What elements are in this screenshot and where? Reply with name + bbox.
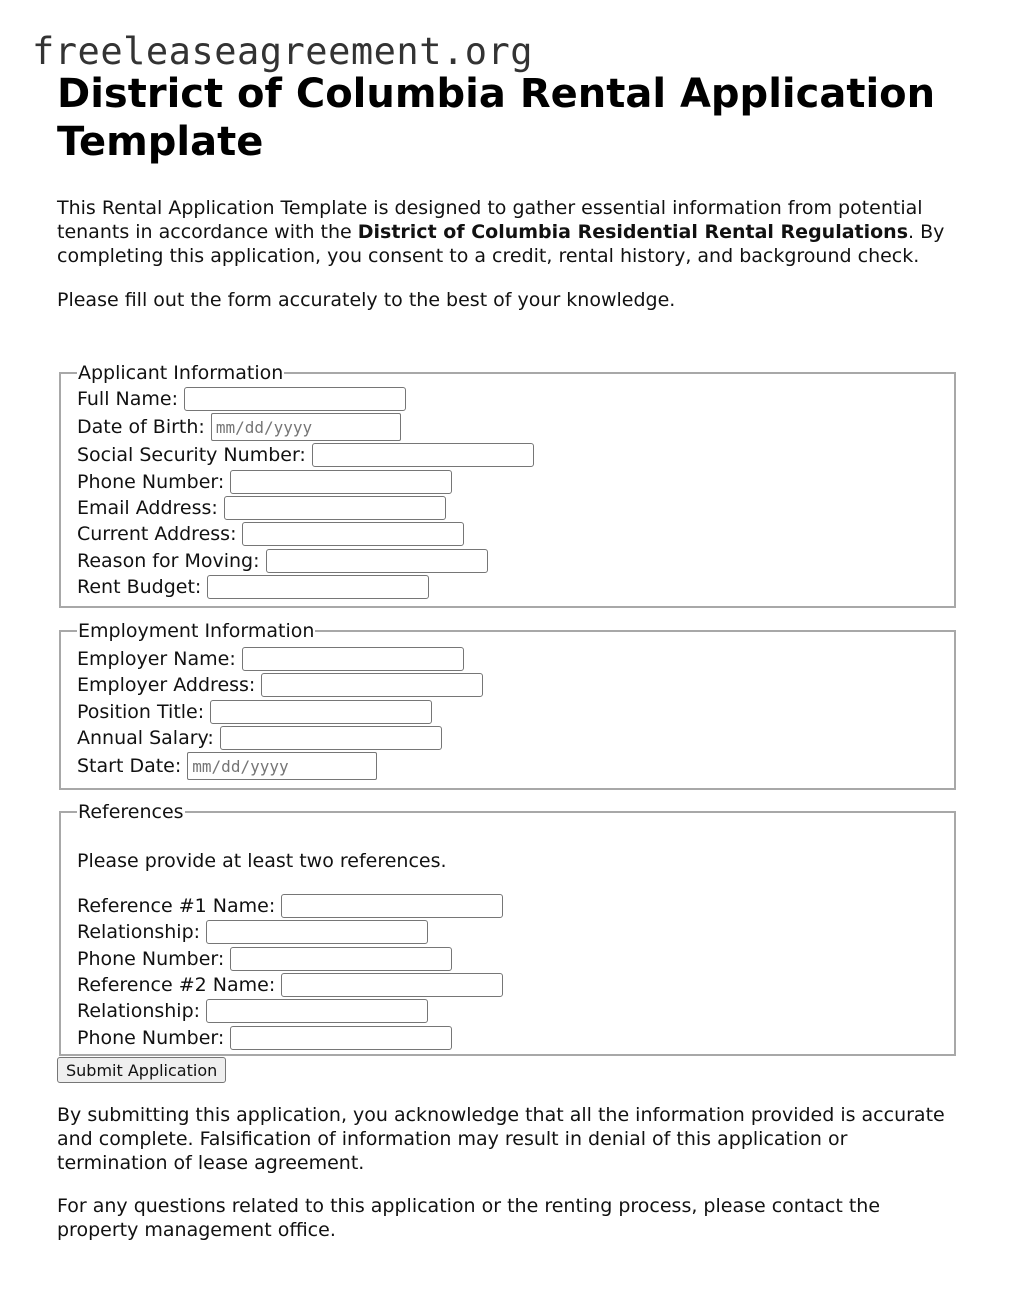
site-watermark: freeleaseagreement.org [32, 30, 534, 73]
email-input[interactable] [224, 496, 446, 520]
ref1-phone-input[interactable] [230, 947, 452, 971]
rent-budget-label: Rent Budget: [77, 575, 202, 598]
position-title-input[interactable] [210, 700, 432, 724]
intro-text-start: This Rental Application Template is designed to gather essential information from potential tenants in accordance with the [57, 197, 923, 243]
intro-paragraph [57, 196, 962, 268]
ref2-phone-input[interactable] [230, 1026, 452, 1050]
ref1-relationship-input[interactable] [206, 920, 428, 944]
full-name-label: Full Name: [77, 388, 178, 411]
instructions: Please fill out the form accurately to the best of your knowledge. [57, 289, 676, 311]
current-address-input[interactable] [242, 522, 464, 546]
ref2-phone-label: Phone Number: [77, 1026, 225, 1049]
annual-salary-label: Annual Salary: [77, 727, 214, 750]
ref1-phone-label: Phone Number: [77, 947, 225, 970]
submit-application-button[interactable]: Submit Application [57, 1057, 226, 1083]
ssn-label: Social Security Number: [77, 444, 306, 467]
annual-salary-input[interactable] [220, 726, 442, 750]
phone-input[interactable] [230, 470, 452, 494]
contact-text: For any questions related to this application or the renting process, please contact the property management office. [57, 1195, 881, 1241]
references-section [59, 801, 956, 1056]
references-note: Please provide at least two references. [77, 850, 447, 872]
acknowledgement-text: By submitting this application, you acknowledge that all the information provided is accurate and complete. Falsification of information may result in denial of this application or termination of lease agreement. [57, 1104, 945, 1174]
ref2-relationship-input[interactable] [206, 999, 428, 1023]
page-title: District of Columbia Rental Application Template [57, 71, 936, 165]
employment-legend: Employment Information [78, 620, 315, 642]
employer-name-input[interactable] [242, 647, 464, 671]
reason-label: Reason for Moving: [77, 549, 260, 572]
dob-label: Date of Birth: [77, 416, 205, 439]
start-date-input[interactable] [187, 752, 377, 780]
ref2-relationship-label: Relationship: [77, 1000, 201, 1023]
employment-information-section [59, 620, 956, 790]
ref1-name-label: Reference #1 Name: [77, 895, 276, 918]
ssn-input[interactable] [312, 443, 534, 467]
applicant-information-section [59, 362, 956, 608]
ref2-name-label: Reference #2 Name: [77, 974, 276, 997]
page-content [57, 70, 962, 1241]
reason-input[interactable] [266, 549, 488, 573]
applicant-legend: Applicant Information [78, 362, 284, 384]
employer-address-label: Employer Address: [77, 674, 256, 697]
employer-name-label: Employer Name: [77, 648, 236, 671]
full-name-input[interactable] [184, 387, 406, 411]
regulations-name: District of Columbia Residential Rental Regulations [357, 221, 909, 243]
references-legend: References [78, 801, 184, 823]
intro-text-end: . By completing this application, you consent to a credit, rental history, and background check. [57, 221, 945, 267]
phone-label: Phone Number: [77, 470, 225, 493]
dob-input[interactable] [211, 413, 401, 441]
ref1-relationship-label: Relationship: [77, 921, 201, 944]
current-address-label: Current Address: [77, 523, 237, 546]
start-date-label: Start Date: [77, 755, 182, 778]
ref2-name-input[interactable] [281, 973, 503, 997]
email-label: Email Address: [77, 497, 218, 520]
employer-address-input[interactable] [261, 673, 483, 697]
ref1-name-input[interactable] [281, 894, 503, 918]
rent-budget-input[interactable] [207, 575, 429, 599]
position-title-label: Position Title: [77, 700, 205, 723]
